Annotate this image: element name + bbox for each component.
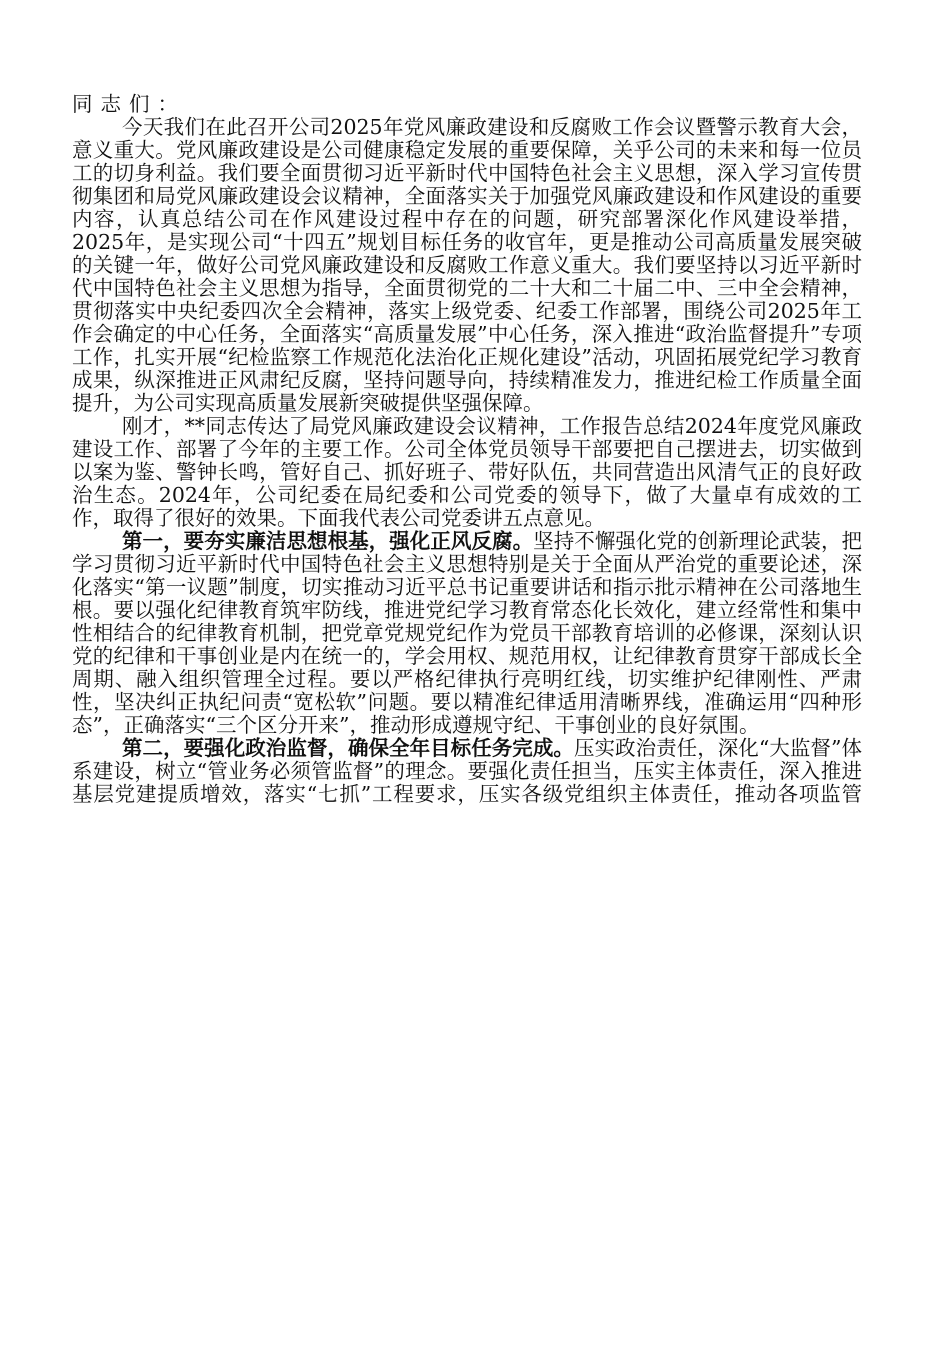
- paragraph-text: 压实政治责任，深化“大监督”体系建设，树立“管业务必须管监督”的理念。要强化责任担当，压实主体责任，深入推进基层党建提质增效，落实“七抓”工程要求，压实各级党组织主体责任，推动各项监管: [72, 736, 862, 806]
- paragraph-meeting-summary: [72, 415, 862, 530]
- point-heading: 第一，要夯实廉洁思想根基，强化正风反腐。: [122, 529, 534, 553]
- paragraph-text: 坚持不懈强化党的创新理论武装，把学习贯彻习近平新时代中国特色社会主义思想特别是关于全面从严治党的重要论述，深化落实“第一议题”制度，切实推动习近平总书记重要讲话和指示批示精神在公司落地生根。要以强化纪律教育筑牢防线，推进党纪学习教育常态化长效化，建立经常性和集中性相结合的纪律教育机制，把党章党规党纪作为党员干部教育培训的必修课，深刻认识党的纪律和干事创业是内在统一的，学会用权、规范用权，让纪律教育贯穿干部成长全周期、融入组织管理全过程。要以严格纪律执行亮明红线，切实维护纪律刚性、严肃性，坚决纠正执纪问责“宽松软”问题。要以精准纪律适用清晰界线，准确运用“四种形态”，正确落实“三个区分开来”，推动形成遵规守纪、干事创业的良好氛围。: [72, 529, 863, 737]
- paragraph-opening: [72, 116, 862, 415]
- point-heading: 第二，要强化政治监督，确保全年目标任务完成。: [122, 736, 574, 760]
- speech-body: [72, 93, 862, 806]
- paragraph-point-one: [72, 530, 862, 737]
- paragraph-point-two: [72, 737, 862, 806]
- paragraph-text: 刚才，**同志传达了局党风廉政建设会议精神，工作报告总结2024年度党风廉政建设工作、部署了今年的主要工作。公司全体党员领导干部要把自己摆进去，切实做到以案为鉴、警钟长鸣，管好自己、抓好班子、带好队伍，共同营造出风清气正的良好政治生态。2024年，公司纪委在局纪委和公司党委的领导下，做了大量卓有成效的工作，取得了很好的效果。下面我代表公司党委讲五点意见。: [72, 414, 862, 530]
- paragraph-text: 今天我们在此召开公司2025年党风廉政建设和反腐败工作会议暨警示教育大会，意义重大。党风廉政建设是公司健康稳定发展的重要保障，关乎公司的未来和每一位员工的切身利益。我们要全面贯彻习近平新时代中国特色社会主义思想，深入学习宣传贯彻集团和局党风廉政建设会议精神，全面落实关于加强党风廉政建设和作风建设的重要内容，认真总结公司在作风建设过程中存在的问题，研究部署深化作风建设举措，2025年，是实现公司“十四五”规划目标任务的收官年，更是推动公司高质量发展突破的关键一年，做好公司党风廉政建设和反腐败工作意义重大。我们要坚持以习近平新时代中国特色社会主义思想为指导，全面贯彻党的二十大和二十届二中、三中全会精神，贯彻落实中央纪委四次全会精神，落实上级党委、纪委工作部署，围绕公司2025年工作会确定的中心任务，全面落实“高质量发展”中心任务，深入推进“政治监督提升”专项工作，扎实开展“纪检监察工作规范化法治化正规化建设”活动，巩固拓展党纪学习教育成果，纵深推进正风肃纪反腐，坚持问题导向，持续精准发力，推进纪检工作质量全面提升，为公司实现高质量发展新突破提供坚强保障。: [72, 115, 862, 415]
- salutation: 同志们：: [72, 92, 186, 116]
